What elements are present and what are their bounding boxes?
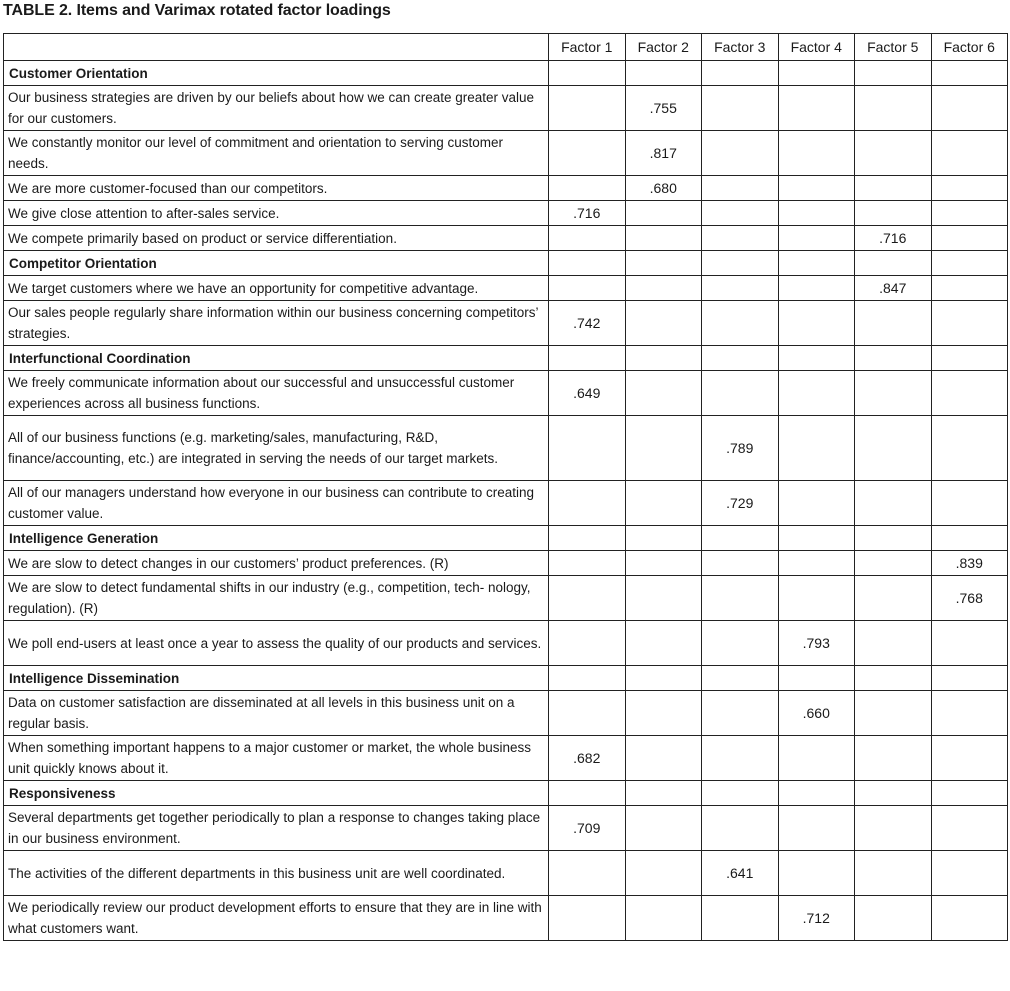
loading-cell — [625, 371, 702, 416]
table-row — [4, 131, 1008, 176]
loading-cell — [855, 851, 932, 896]
loading-cell — [855, 691, 932, 736]
factor-loadings-table — [3, 33, 1008, 941]
loading-cell — [931, 621, 1008, 666]
loading-cell — [855, 621, 932, 666]
loading-cell — [931, 86, 1008, 131]
item-text: The activities of the different departments in this business unit are well coordinated. — [4, 851, 549, 896]
loading-cell — [778, 576, 855, 621]
item-text: Our business strategies are driven by our beliefs about how we can create greater value for our customers. — [4, 86, 549, 131]
section-row — [4, 526, 1008, 551]
table-row — [4, 416, 1008, 481]
loading-cell — [625, 576, 702, 621]
table-title: TABLE 2. Items and Varimax rotated factor loadings — [3, 2, 391, 19]
item-text: All of our managers understand how everyone in our business can contribute to creating customer value. — [4, 481, 549, 526]
loading-cell: .680 — [625, 176, 702, 201]
loading-cell — [625, 736, 702, 781]
loading-cell — [549, 131, 626, 176]
loading-cell — [778, 806, 855, 851]
loading-cell — [702, 896, 779, 941]
loading-cell — [549, 851, 626, 896]
loading-cell: .839 — [931, 551, 1008, 576]
header-factor-2: Factor 2 — [625, 34, 702, 61]
loading-cell — [931, 276, 1008, 301]
table-row — [4, 736, 1008, 781]
loading-cell — [702, 301, 779, 346]
loading-cell — [855, 86, 932, 131]
table-row — [4, 301, 1008, 346]
section-row — [4, 781, 1008, 806]
loading-cell — [778, 86, 855, 131]
loading-cell — [549, 86, 626, 131]
section-row — [4, 666, 1008, 691]
loading-cell — [549, 481, 626, 526]
loading-cell — [778, 551, 855, 576]
section-label: Intelligence Dissemination — [4, 666, 549, 691]
loading-cell — [855, 576, 932, 621]
loading-cell — [549, 576, 626, 621]
item-text: We target customers where we have an opportunity for competitive advantage. — [4, 276, 549, 301]
loading-cell: .768 — [931, 576, 1008, 621]
loading-cell — [931, 201, 1008, 226]
table-row — [4, 551, 1008, 576]
section-label: Interfunctional Coordination — [4, 346, 549, 371]
table-row — [4, 896, 1008, 941]
table-row — [4, 371, 1008, 416]
section-label: Competitor Orientation — [4, 251, 549, 276]
table-row — [4, 576, 1008, 621]
loading-cell — [855, 551, 932, 576]
header-factor-1: Factor 1 — [549, 34, 626, 61]
section-row — [4, 61, 1008, 86]
loading-cell — [855, 806, 932, 851]
loading-cell — [855, 896, 932, 941]
loading-cell — [702, 371, 779, 416]
item-text: All of our business functions (e.g. marketing/sales, manufacturing, R&D, finance/accounting, etc.) are integrated in serving the needs of our target markets. — [4, 416, 549, 481]
item-text: We periodically review our product development efforts to ensure that they are in line with what customers want. — [4, 896, 549, 941]
item-text: Our sales people regularly share information within our business concerning competitors’ strategies. — [4, 301, 549, 346]
loading-cell: .789 — [702, 416, 779, 481]
loading-cell — [702, 201, 779, 226]
loading-cell: .729 — [702, 481, 779, 526]
loading-cell — [931, 176, 1008, 201]
loading-cell — [778, 301, 855, 346]
loading-cell — [625, 226, 702, 251]
loading-cell — [855, 481, 932, 526]
loading-cell — [778, 736, 855, 781]
loading-cell — [931, 481, 1008, 526]
loading-cell — [625, 551, 702, 576]
loading-cell — [625, 621, 702, 666]
item-text: We are more customer-focused than our competitors. — [4, 176, 549, 201]
loading-cell — [931, 371, 1008, 416]
section-row — [4, 251, 1008, 276]
table-row — [4, 621, 1008, 666]
loading-cell — [625, 201, 702, 226]
loading-cell: .742 — [549, 301, 626, 346]
item-text: We constantly monitor our level of commitment and orientation to serving customer needs. — [4, 131, 549, 176]
loading-cell: .847 — [855, 276, 932, 301]
loading-cell — [855, 301, 932, 346]
header-row — [4, 34, 1008, 61]
loading-cell — [931, 416, 1008, 481]
loading-cell — [702, 691, 779, 736]
loading-cell — [855, 416, 932, 481]
item-text: Several departments get together periodically to plan a response to changes taking place in our business environment. — [4, 806, 549, 851]
loading-cell — [778, 416, 855, 481]
table-row — [4, 176, 1008, 201]
loading-cell — [549, 176, 626, 201]
loading-cell — [778, 851, 855, 896]
loading-cell — [549, 416, 626, 481]
section-label: Responsiveness — [4, 781, 549, 806]
table-row — [4, 86, 1008, 131]
loading-cell — [625, 851, 702, 896]
loading-cell — [702, 131, 779, 176]
loading-cell — [778, 226, 855, 251]
loading-cell — [855, 201, 932, 226]
loading-cell — [625, 481, 702, 526]
loading-cell — [702, 621, 779, 666]
loading-cell: .817 — [625, 131, 702, 176]
header-item — [4, 34, 549, 61]
loading-cell — [855, 371, 932, 416]
item-text: When something important happens to a major customer or market, the whole business unit quickly knows about it. — [4, 736, 549, 781]
item-text: Data on customer satisfaction are disseminated at all levels in this business unit on a regular basis. — [4, 691, 549, 736]
loading-cell — [778, 276, 855, 301]
loading-cell — [625, 416, 702, 481]
loading-cell: .641 — [702, 851, 779, 896]
loading-cell: .660 — [778, 691, 855, 736]
loading-cell — [549, 691, 626, 736]
loading-cell — [778, 371, 855, 416]
loading-cell — [931, 851, 1008, 896]
loading-cell — [855, 736, 932, 781]
loading-cell — [931, 691, 1008, 736]
loading-cell — [625, 896, 702, 941]
loading-cell — [702, 736, 779, 781]
item-text: We are slow to detect changes in our customers’ product preferences. (R) — [4, 551, 549, 576]
table-row — [4, 691, 1008, 736]
loading-cell — [931, 226, 1008, 251]
loading-cell — [778, 131, 855, 176]
loading-cell — [702, 551, 779, 576]
table-row — [4, 851, 1008, 896]
loading-cell — [625, 691, 702, 736]
header-factor-4: Factor 4 — [778, 34, 855, 61]
loading-cell — [549, 226, 626, 251]
loading-cell — [931, 736, 1008, 781]
loading-cell — [702, 806, 779, 851]
loading-cell — [702, 576, 779, 621]
section-row — [4, 346, 1008, 371]
loading-cell: .709 — [549, 806, 626, 851]
header-factor-6: Factor 6 — [931, 34, 1008, 61]
loading-cell: .716 — [549, 201, 626, 226]
loading-cell — [855, 176, 932, 201]
item-text: We give close attention to after-sales service. — [4, 201, 549, 226]
section-label: Intelligence Generation — [4, 526, 549, 551]
loading-cell — [549, 276, 626, 301]
item-text: We poll end-users at least once a year to assess the quality of our products and services. — [4, 621, 549, 666]
header-factor-5: Factor 5 — [855, 34, 932, 61]
loading-cell — [625, 276, 702, 301]
loading-cell — [931, 806, 1008, 851]
loading-cell — [625, 301, 702, 346]
loading-cell — [931, 896, 1008, 941]
table-row — [4, 226, 1008, 251]
loading-cell — [931, 301, 1008, 346]
table-row — [4, 806, 1008, 851]
loading-cell — [931, 131, 1008, 176]
loading-cell — [778, 176, 855, 201]
loading-cell — [549, 896, 626, 941]
loading-cell — [702, 276, 779, 301]
loading-cell — [855, 131, 932, 176]
loading-cell: .755 — [625, 86, 702, 131]
loading-cell: .712 — [778, 896, 855, 941]
loading-cell — [702, 176, 779, 201]
loading-cell — [549, 551, 626, 576]
loading-cell: .716 — [855, 226, 932, 251]
item-text: We freely communicate information about our successful and unsuccessful customer experiences across all business functions. — [4, 371, 549, 416]
loading-cell — [778, 201, 855, 226]
loading-cell — [549, 621, 626, 666]
loading-cell — [702, 86, 779, 131]
item-text: We compete primarily based on product or service differentiation. — [4, 226, 549, 251]
loading-cell — [778, 481, 855, 526]
table-row — [4, 276, 1008, 301]
table-row — [4, 201, 1008, 226]
loading-cell — [702, 226, 779, 251]
item-text: We are slow to detect fundamental shifts in our industry (e.g., competition, tech- nology, regulation). (R) — [4, 576, 549, 621]
section-label: Customer Orientation — [4, 61, 549, 86]
loading-cell: .793 — [778, 621, 855, 666]
loading-cell: .682 — [549, 736, 626, 781]
loading-cell — [625, 806, 702, 851]
table-row — [4, 481, 1008, 526]
loading-cell: .649 — [549, 371, 626, 416]
header-factor-3: Factor 3 — [702, 34, 779, 61]
